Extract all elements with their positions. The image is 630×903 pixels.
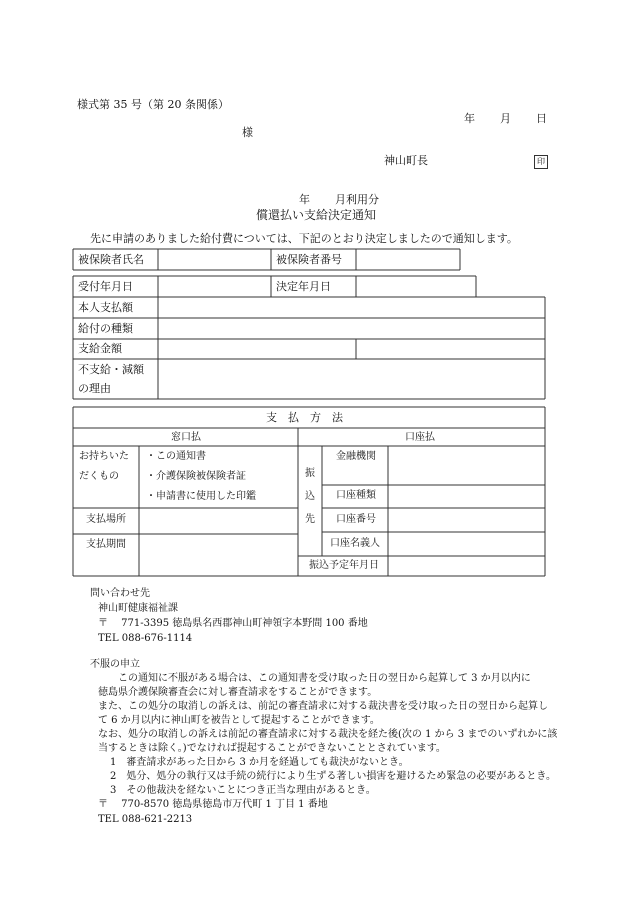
label-insured-name: 被保険者氏名 xyxy=(78,253,144,266)
appeal-line: この通知に不服がある場合は、この通知書を受け取った日の翌日から起算して 3 か月以内に xyxy=(118,673,531,684)
label-account-number: 口座番号 xyxy=(336,514,376,525)
date-year-label: 年 xyxy=(464,112,475,125)
contact-tel: TEL 088-676-1114 xyxy=(98,633,193,644)
appeal-line: なお、処分の取消しの訴えは前記の審査請求に対する裁決を経た後(次の 1 から 3 までのいずれかに該 xyxy=(98,729,558,740)
window-payment-header: 窓口払 xyxy=(171,432,201,443)
payment-method-title: 支 払 方 法 xyxy=(266,411,343,424)
bring-item: ・この通知書 xyxy=(146,451,206,462)
label-account-holder: 口座名義人 xyxy=(330,538,380,549)
transfer-char: 先 xyxy=(305,514,315,525)
appeal-line: 3 その他裁決を経ないことにつき正当な理由があるとき。 xyxy=(110,785,376,796)
appeal-heading: 不服の申立 xyxy=(90,659,140,670)
bring-item: ・申請書に使用した印鑑 xyxy=(146,491,256,502)
label-self-payment: 本人支払額 xyxy=(78,301,133,314)
label-benefit-type: 給付の種類 xyxy=(78,322,133,335)
appeal-tel: TEL 088-621-2213 xyxy=(98,814,193,825)
bring-items-label-line1: お持ちいた xyxy=(79,451,129,462)
date-month-label: 月 xyxy=(500,112,511,125)
label-decision-date: 決定年月日 xyxy=(276,280,331,293)
appeal-line: て 6 か月以内に神山町を被告として提起することができます。 xyxy=(98,715,380,726)
label-bank: 金融機関 xyxy=(336,451,376,462)
label-insured-number: 被保険者番号 xyxy=(276,253,342,266)
contact-postal: 〒 771-3395 徳島県名西郡神山町神領字本野間 100 番地 xyxy=(98,618,368,629)
intro-text: 先に申請のありました給付費については、下記のとおり決定しましたので通知します。 xyxy=(90,232,518,245)
issuer-name: 神山町長 xyxy=(384,154,428,167)
label-scheduled-date: 振込予定年月日 xyxy=(309,560,379,571)
usage-month-label: 月利用分 xyxy=(335,193,379,206)
label-payment-period: 支払期間 xyxy=(86,539,126,550)
form-number: 様式第 35 号（第 20 条関係） xyxy=(77,98,229,111)
date-day-label: 日 xyxy=(536,112,547,125)
document-title: 償還払い支給決定通知 xyxy=(256,208,377,222)
contact-office: 神山町健康福祉課 xyxy=(98,603,178,614)
label-account-type: 口座種類 xyxy=(336,490,376,501)
contact-heading: 問い合わせ先 xyxy=(90,588,150,599)
appeal-line: 徳島県介護保険審査会に対し審査請求をすることができます。 xyxy=(98,687,378,698)
label-reason-line1: 不支給・減額 xyxy=(78,363,144,376)
label-reason-line2: の理由 xyxy=(78,382,111,395)
label-received-date: 受付年月日 xyxy=(78,280,133,293)
appeal-line: 1 審査請求があった日から 3 か月を経過しても裁決がないとき。 xyxy=(110,757,409,768)
bring-items-label-line2: だくもの xyxy=(79,471,119,482)
appeal-postal: 〒 770-8570 徳島県徳島市万代町 1 丁目 1 番地 xyxy=(98,799,328,810)
appeal-line: 2 処分、処分の執行又は手続の続行により生ずる著しい損害を避けるため緊急の必要があるとき。 xyxy=(110,771,556,782)
transfer-char: 振 xyxy=(305,468,315,479)
account-payment-header: 口座払 xyxy=(405,432,435,443)
seal-mark: 印 xyxy=(534,155,548,169)
transfer-char: 込 xyxy=(305,491,315,502)
label-payment-amount: 支給金額 xyxy=(78,342,122,355)
label-payment-place: 支払場所 xyxy=(86,514,126,525)
recipient-suffix: 様 xyxy=(242,126,253,139)
appeal-line: 当するときは除く。)でなければ提起することができないこととされています。 xyxy=(98,743,446,754)
appeal-line: また、この処分の取消しの訴えは、前記の審査請求に対する裁決書を受け取った日の翌日から起算し xyxy=(98,701,548,712)
bring-item: ・介護保険被保険者証 xyxy=(146,471,246,482)
usage-year-label: 年 xyxy=(299,193,310,206)
